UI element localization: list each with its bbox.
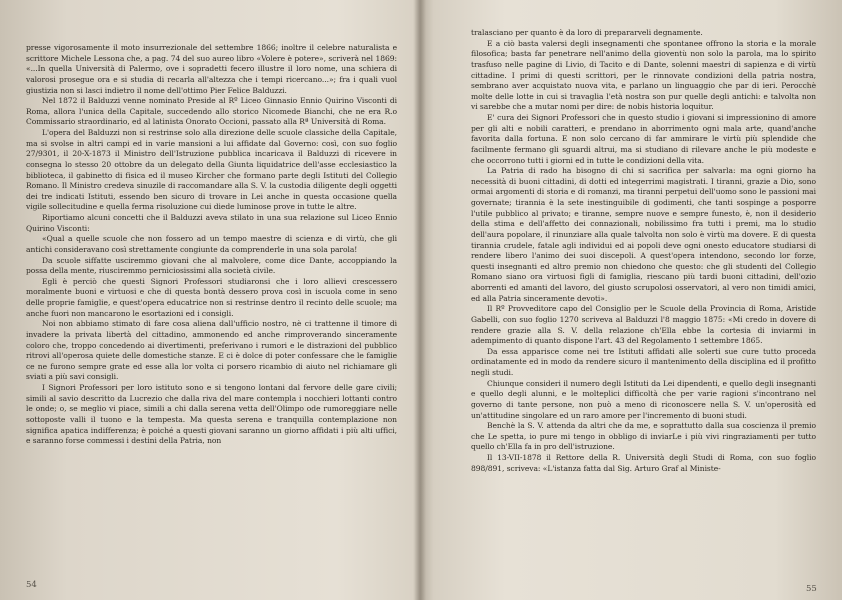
left-page [0,0,414,600]
paragraph: I Signori Professori per loro istituto sono e si tengono lontani dal fervore delle gare civili; simili al savio descritto da Lucrezio che dalla riva del mare contempla i nocchieri lottanti contro le onde; o, se meglio vi piace, simili a chi dalla serena vetta dell'Olimpo ode rumoreggiare nelle sottoposte valli il tuono e la tempesta. Ma questa serena e tranquilla contemplazione non significa apatica indifferenza; è poiché a questi giovani saranno un giorno affidati i più alti uffici, e saranno forse commessi i destini della Patria, non [26,383,397,446]
paragraph: La Patria di rado ha bisogno di chi si sacrifica per salvarla: ma ogni giorno ha necessità di buoni cittadini, di dotti ed integerrimi magistrati. I tiranni, grazie a Dio, sono ormai argomenti di storia e di romanzi, ma tiranni perpetui dell'uomo sono le passioni mai governate; tirannia è la sete inestinguibile di godimenti, che tanti sospinge a posporre l'utile pubblico al privato; e tiranne, sempre nuove e sempre funesto, è, non il desiderio della stima e dell'affetto dei connazionali, nobilissimo fra tutti i premi, ma lo studio dell'aura popolare, il rinunziare alla quale talvolta non solo è virtù ma dovere. E di questa tirannia crudele, fatale agli individui ed ai popoli deve ogni onesto educatore studiarsi di rendere libero l'animo dei suoi discepoli. A quest'opera intendono, secondo lor forze, questi insegnanti ed altro premio non chiedono che questo: che gli studenti del Collegio Romano siano ora virtuosi figli di famiglia, riescano più tardi buoni cittadini, dell'ozio aborrenti ed amanti del lavoro, del giusto scrupolosi osservatori, al vero non timidi amici, ed alla Patria sinceramente devoti». [471,166,816,303]
paragraph: tralasciano per quanto è da loro di prepararveli degnamente. [471,28,703,37]
paragraph: Chiunque consideri il numero degli Istituti da Lei dipendenti, e quello degli insegnanti e quello degli alunni, e le molteplici difficoltà che per varie ragioni s'incontrano nel governo di tante persone, non può a meno di riconoscere nella S. V. un'operosità ed un'attitudine singolare ed un raro amore per l'incremento di buoni studi. [471,378,816,420]
book-spine [414,0,426,600]
paragraph: Il 13-VII-1878 il Rettore della R. Università degli Studi di Roma, con suo foglio 898/891, scriveva: «L'istanza fatta dal Sig. Arturo Graf al Ministe- [471,453,816,473]
paragraph: E' cura dei Signori Professori che in questo studio i giovani si impressionino di amore per gli alti e nobili caratteri, e prendano in aborrimento ogni mala arte, quand'anche favorita dalla fortuna. E non solo cercano di far ammirare le virtù più splendide che facilmente fermano gli sguardi altrui, ma si studiano di rilevare anche le più modeste e che occorrono tutti i giorni ed in tutte le condizioni della vita. [471,113,816,165]
page-number: 54 [26,580,37,590]
left-page-text [26,43,397,447]
right-page-text [471,28,816,474]
paragraph: Egli è perciò che questi Signori Professori studiaronsi che i loro allievi crescessero moralmente buoni e virtuosi e che di questa bontà dessero prova così in iscuola come in seno delle proprie famiglie, e quest'opera educatrice non si restrinse dentro il recinto delle scuole; ma anche fuori non mancarono le esortazioni ed i consigli. [26,276,397,318]
paragraph: Riportiamo alcuni concetti che il Balduzzi aveva stilato in una sua relazione sul Liceo Ennio Quirino Visconti: [26,213,397,233]
paragraph: presse vigorosamente il moto insurrezionale del settembre 1866; inoltre il celebre naturalista e scrittore Michele Lessona che, a pag. 74 del suo aureo libro «Volere è potere», scriverà nel 1869: «...In quella Università di Palermo, ove i sopradetti fecero illustre il loro nome, una schiera di valorosi prosegue ora e si studia di recarla all'altezza che i tempi ricercano...»; fra i quali vuol giustizia non si lasci indietro il nome dell'ottimo Pier Felice Balduzzi. [26,43,397,95]
paragraph: Benchè la S. V. attenda da altri che da me, e soprattutto dalla sua coscienza il premio che Le spetta, io pure mi tengo in obbligo di inviarLe i più vivi ringraziamenti per tutto quello ch'Ella fa in pro dell'istruzione. [471,421,816,452]
paragraph: E a ciò basta valersi degli insegnamenti che spontanee offrono la storia e la morale filosofica; basta far penetrare nell'animo della gioventù non solo la parola, ma lo spirito trasfuso nelle pagine di Livio, di Tacito e di Dante, solenni maestri di sapienza e di virtù cittadine. I primi di questi scrittori, per le rinnovate condizioni della patria nostra, sembrano aver acquistato nuova vita, e parlano un linguaggio che par di ieri. Perocchè molte delle lotte in cui si travaglia l'età nostra son pur quelle degli antichi: e talvolta non vi sarebbe che a mutar nomi per dire: de nobis historia loquitur. [471,38,816,112]
paragraph: Nel 1872 il Balduzzi venne nominato Preside al Rº Liceo Ginnasio Ennio Quirino Visconti di Roma, allora l'unica della Capitale, succedendo allo storico Nicomede Bianchi, che ne era R.o Commissario straordinario, ed al latinista Onorato Occioni, passato alla Rª Università di Roma. [26,96,397,127]
paragraph: Da essa apparisce come nei tre Istituti affidati alle solerti sue cure tutto proceda ordinatamente ed in modo da rendere sicuro il mantenimento della disciplina ed il profitto negli studi. [471,346,816,377]
paragraph: «Qual a quelle scuole che non fossero ad un tempo maestre di scienza e di virtù, che gli antichi consideravano così strettamente congiunte da comprenderle in una sola parola! [26,234,397,254]
page-number: 55 [806,584,817,594]
paragraph: Noi non abbiamo stimato di fare cosa aliena dall'ufficio nostro, nè ci trattenne il timore di invadere la privata libertà del cittadino, ammonendo ed anche rimproverando sinceramente coloro che, troppo concedendo ai divertimenti, preferivano i rumori e le distrazioni del pubblico ritrovi all'operosa quiete delle domestiche stanze. E ci è dolce di poter confessare che le famiglie ce ne furono sempre grate ed esse alla lor volta ci porsero ricambio di aiuto nel richiamare gli sviati a più savi consigli. [26,319,397,382]
paragraph: L'opera del Balduzzi non si restrinse solo alla direzione delle scuole classiche della Capitale, ma si svolse in altri campi ed in varie mansioni a lui affidate dal Governo: così, con suo foglio 27/9301, il 20-X-1873 il Ministro dell'Istruzione pubblica incaricava il Balduzzi di ricevere in consegna lo stesso 20 ottobre da un delegato della Giunta liquidatrice dell'asse ecclesiastico la biblioteca, il gabinetto di fisica ed il museo Kircher che formano parte degli Istituti del Collegio Romano. Il Ministro credeva sinuzile di raccomandare alla S. V. la custodia diligente degli oggetti dei tre indicati Istituti, essendo ben sicuro di trovare in Lei anche in questa occasione quella vigile sollecitudine e quella ferma risoluzione cui diede luminose prove in tutte le altre. [26,128,397,212]
paragraph: Da scuole siffatte usciremmo giovani che al malvolere, come dice Dante, accoppiando la possa della mente, riusciremmo perniciosissimi alla società civile. [26,255,397,276]
right-page [426,0,842,600]
paragraph: Il Rº Provveditore capo del Consiglio per le Scuole della Provincia di Roma, Aristide Gabelli, con suo foglio 1270 scriveva al Balduzzi l'8 maggio 1875: «Mi credo in dovere di rendere grazie alla S. V. della relazione ch'Ella ebbe la cortesia di inviarmi in adempimento di quanto dispone l'art. 43 del Regolamento 1 settembre 1865. [471,304,816,346]
